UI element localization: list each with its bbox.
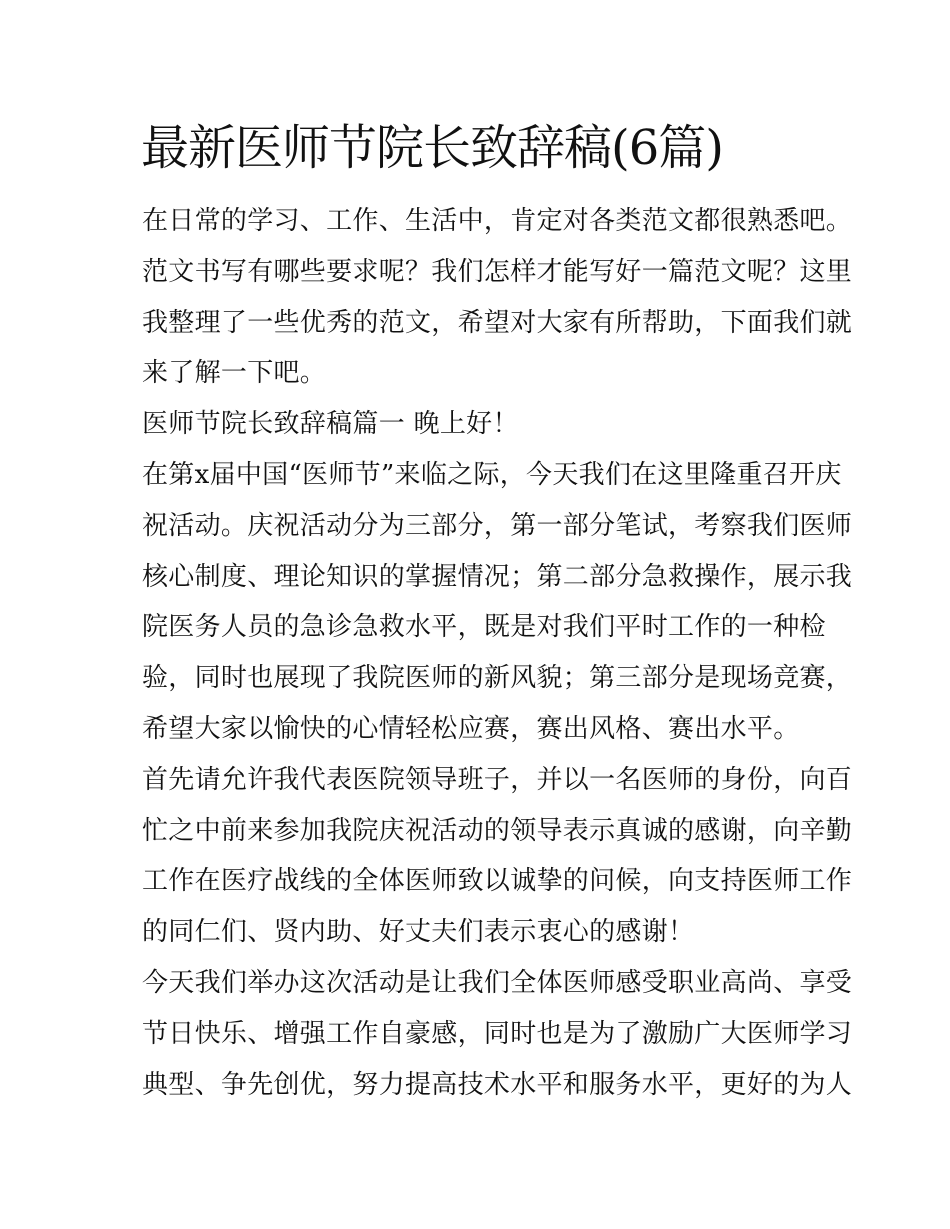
text-line: 忙之中前来参加我院庆祝活动的领导表示真诚的感谢，向辛勤 bbox=[142, 815, 853, 846]
text-line: 首先请允许我代表医院领导班子，并以一名医师的身份，向百 bbox=[142, 764, 853, 795]
text-line: 今天我们举办这次活动是让我们全体医师感受职业高尚、享受 bbox=[142, 967, 853, 998]
text-line: 范文书写有哪些要求呢？我们怎样才能写好一篇范文呢？这里 bbox=[142, 256, 853, 287]
text-line: 院医务人员的急诊急救水平，既是对我们平时工作的一种检 bbox=[142, 612, 826, 643]
text-line: 验，同时也展现了我院医师的新风貌；第三部分是现场竞赛， bbox=[142, 663, 853, 694]
text-line: 典型、争先创优，努力提高技术水平和服务水平，更好的为人 bbox=[142, 1069, 853, 1100]
document-title: 最新医师节院长致辞稿(6篇) bbox=[141, 120, 723, 176]
text-line: 的同仁们、贤内助、好丈夫们表示衷心的感谢！ bbox=[142, 917, 695, 948]
section-heading-line: 医师节院长致辞稿篇一 晚上好！ bbox=[142, 409, 519, 440]
text-line: 希望大家以愉快的心情轻松应赛，赛出风格、赛出水平。 bbox=[142, 713, 800, 744]
text-line: 在第x届中国“医师节”来临之际，今天我们在这里隆重召开庆 bbox=[142, 459, 842, 490]
text-line: 核心制度、理论知识的掌握情况；第二部分急救操作，展示我 bbox=[142, 561, 853, 592]
text-line: 祝活动。庆祝活动分为三部分，第一部分笔试，考察我们医师 bbox=[142, 510, 853, 541]
text-line: 在日常的学习、工作、生活中，肯定对各类范文都很熟悉吧。 bbox=[142, 206, 853, 236]
text-line: 节日快乐、增强工作自豪感，同时也是为了激励广大医师学习 bbox=[142, 1018, 853, 1049]
text-line: 工作在医疗战线的全体医师致以诚挚的问候，向支持医师工作 bbox=[142, 866, 853, 897]
text-line: 我整理了一些优秀的范文，希望对大家有所帮助，下面我们就 bbox=[142, 307, 853, 338]
document-body bbox=[142, 196, 853, 1110]
text-line: 来了解一下吧。 bbox=[142, 358, 327, 389]
